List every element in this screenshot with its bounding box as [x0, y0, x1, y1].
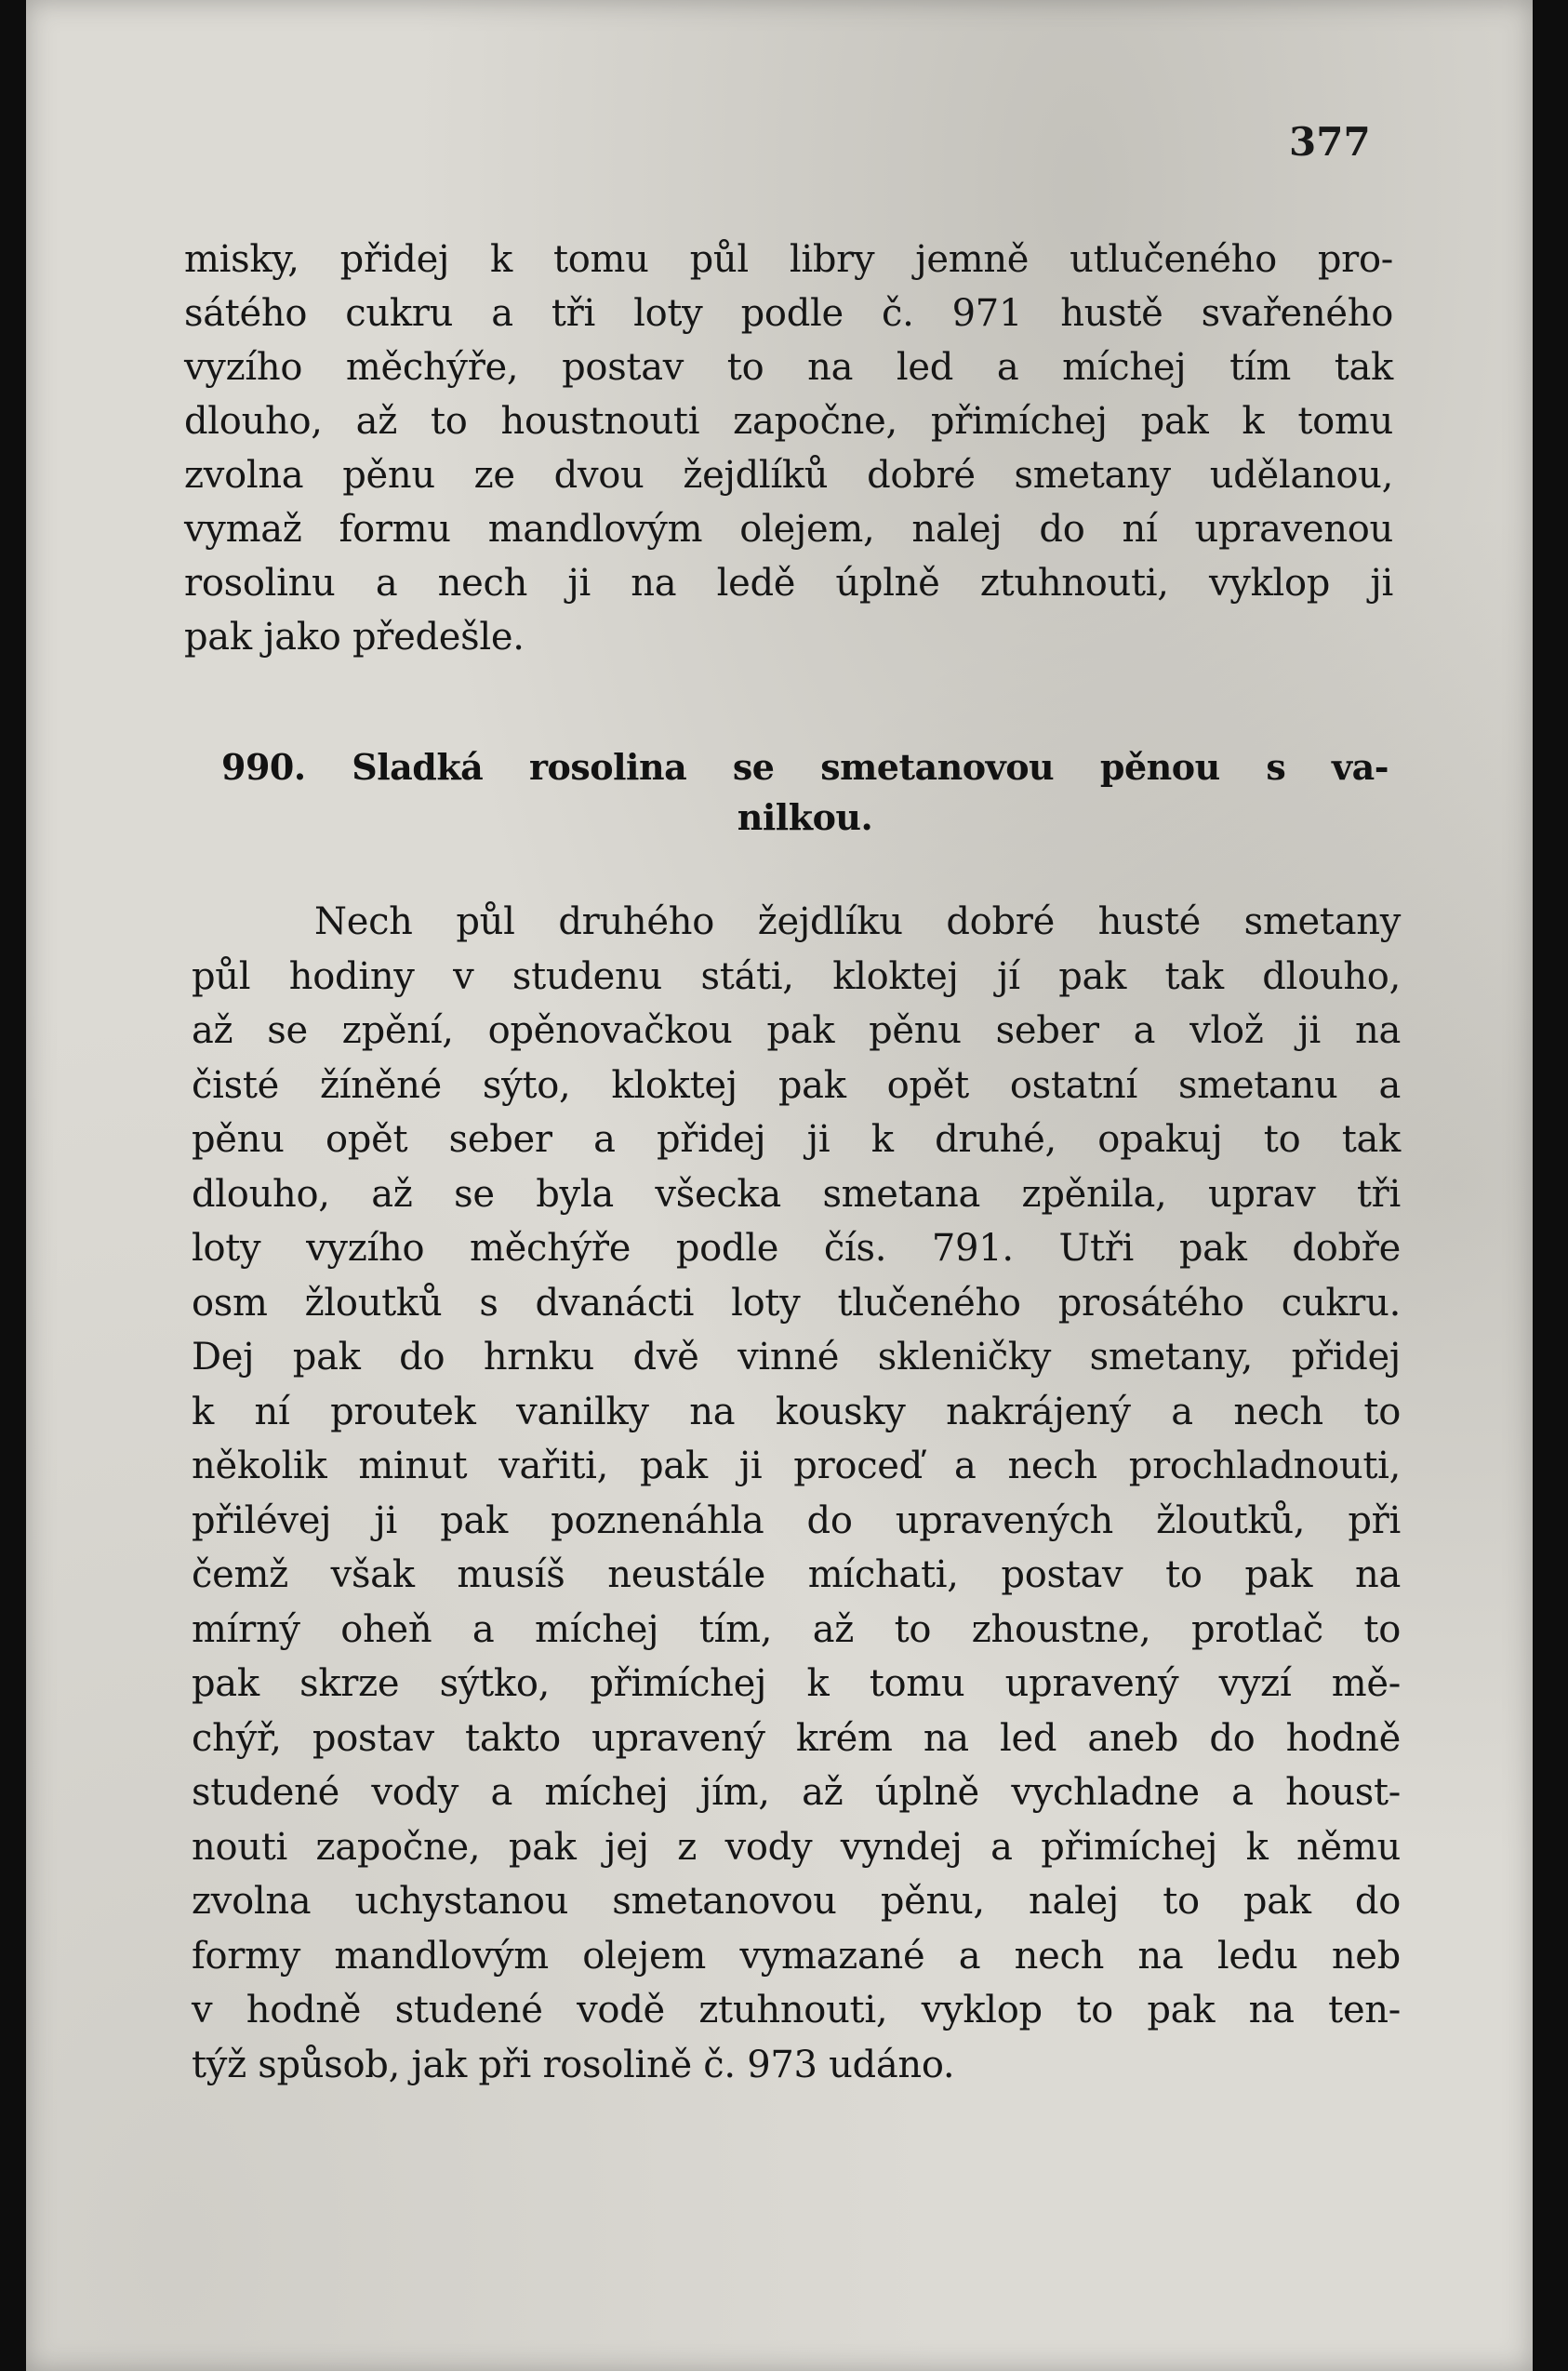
text-line: pak skrze sýtko, přimíchej k tomu upravený vyzí mě-: [192, 1662, 1401, 1705]
text-line: misky, přidej k tomu půl libry jemně utlučeného pro-: [184, 238, 1393, 281]
text-line: mírný oheň a míchej tím, až to zhoustne, protlač to: [192, 1607, 1401, 1651]
text-line: pak jako předešle.: [184, 616, 525, 659]
text-line: přilévej ji pak poznenáhla do upravených žloutků, při: [192, 1499, 1401, 1542]
text-line: sátého cukru a tři loty podle č. 971 hustě svařeného: [184, 292, 1393, 335]
text-line: rosolinu a nech ji na ledě úplně ztuhnouti, vyklop ji: [184, 562, 1393, 605]
text-line: půl hodiny v studenu státi, kloktej jí pak tak dlouho,: [192, 954, 1401, 998]
text-line: vymaž formu mandlovým olejem, nalej do ní upravenou: [184, 508, 1393, 551]
recipe-heading-line-1: 990. Sladká rosolina se smetanovou pěnou s va-: [221, 746, 1389, 788]
text-line: čisté žíněné sýto, kloktej pak opět ostatní smetanu a: [192, 1063, 1401, 1107]
text-line: zvolna uchystanou smetanovou pěnu, nalej to pak do: [192, 1880, 1401, 1923]
text-line: až se zpění, opěnovačkou pak pěnu seber a vlož ji na: [192, 1009, 1401, 1052]
text-line: dlouho, až to houstnouti započne, přimíchej pak k tomu: [184, 400, 1393, 443]
text-line: v hodně studené vodě ztuhnouti, vyklop to pak na ten-: [192, 1989, 1401, 2031]
text-line: loty vyzího měchýře podle čís. 791. Utři pak dobře: [192, 1227, 1401, 1270]
text-line: nouti započne, pak jej z vody vyndej a přimíchej k němu: [192, 1825, 1401, 1869]
text-line: formy mandlovým olejem vymazané a nech na ledu neb: [192, 1934, 1401, 1978]
recipe-heading: [221, 742, 1389, 843]
text-line: k ní proutek vanilky na kousky nakrájený a nech to: [192, 1390, 1401, 1433]
text-line: Dej pak do hrnku dvě vinné skleničky smetany, přidej: [192, 1336, 1401, 1379]
text-line: čemž však musíš neustále míchati, postav to pak na: [192, 1553, 1401, 1596]
text-line: chýř, postav takto upravený krém na led aneb do hodně: [192, 1716, 1401, 1760]
text-line: týž spůsob, jak při rosolině č. 973 udáno.: [192, 2043, 955, 2086]
recipe-body: [192, 895, 1401, 2092]
text-line: několik minut vařiti, pak ji proceď a nech prochladnouti,: [192, 1445, 1401, 1487]
text-line: Nech půl druhého žejdlíku dobré husté smetany: [314, 900, 1401, 943]
text-line: pěnu opět seber a přidej ji k druhé, opakuj to tak: [192, 1118, 1401, 1161]
paragraph-continued: [184, 233, 1393, 664]
text-line: studené vody a míchej jím, až úplně vychladne a houst-: [192, 1771, 1401, 1814]
text-line: zvolna pěnu ze dvou žejdlíků dobré smetany udělanou,: [184, 454, 1393, 497]
page-number: 377: [1289, 119, 1371, 165]
text-line: dlouho, až se byla všecka smetana zpěnila, uprav tři: [192, 1172, 1401, 1216]
text-line: vyzího měchýře, postav to na led a míchej tím tak: [184, 346, 1393, 389]
recipe-heading-line-2: nilkou.: [737, 796, 873, 838]
text-line: osm žloutků s dvanácti loty tlučeného prosátého cukru.: [192, 1281, 1401, 1325]
book-page: [26, 0, 1533, 2371]
